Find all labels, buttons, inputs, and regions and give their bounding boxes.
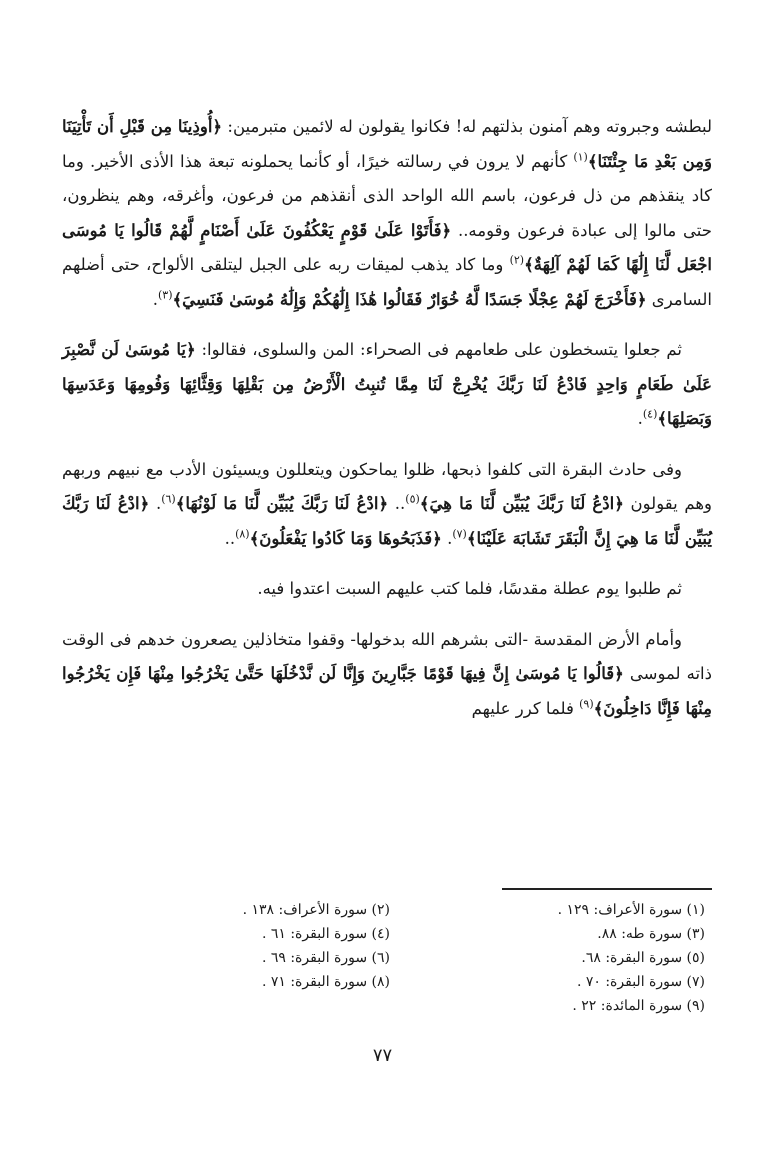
quran-verse: ﴿ادْعُ لَنَا رَبَّكَ يُبَيِّن لَّنَا مَا لَوْنُهَا﴾ (175, 494, 389, 513)
footnote-ref: (١) (573, 150, 588, 163)
footnote-divider (502, 888, 712, 890)
footnotes (105, 898, 705, 1018)
footnote-9: (٩) سورة المائدة: ٢٢ . (572, 998, 705, 1014)
body-text: لبطشه وجبروته وهم آمنون بذلتهم له! فكانوا يقولون له لائمين متبرمين: (222, 117, 713, 136)
quran-verse: ﴿فَذَبَحُوهَا وَمَا كَادُوا يَفْعَلُونَ﴾ (249, 528, 442, 548)
body-text: . (637, 409, 643, 428)
footnote-1: (١) سورة الأعراف: ١٢٩ . (557, 902, 705, 918)
body-text: كأنهم لا يرون في رسالته خيرًا، أو كأنما يحملونه تبعة هذا الأذى الأخير. وما كاد ينقذهم من ذل فرعون، باسم الله الواحد الذى أنقذهم من فرعون، وأغرقه، وهم ينظرون، حتى مالوا إلى عبادة فرعون وقومه.. (62, 151, 712, 240)
paragraph-4 (62, 572, 712, 607)
footnote-6: (٦) سورة البقرة: ٦٩ . (261, 950, 390, 966)
footnote-2: (٢) سورة الأعراف: ١٣٨ . (242, 902, 390, 918)
body-text: وما كاد يذهب لميقات ربه على الجبل ليتلقى الألواح، حتى أضلهم السامرى (62, 255, 712, 309)
body-text: . (152, 289, 158, 309)
body-text: وأمام الأرض المقدسة -التى بشرهم الله بدخولها- وقفوا متخاذلين يصعرون خدهم فى الوقت ذاته لموسى (62, 629, 712, 683)
footnote-ref: (٥) (405, 492, 420, 506)
footnote-8: (٨) سورة البقرة: ٧١ . (261, 974, 390, 990)
quran-verse: ﴿ادْعُ لَنَا رَبَّكَ يُبَيِّن لَّنَا مَا هِيَ﴾ (419, 494, 624, 513)
page-body (62, 110, 712, 742)
quran-verse: ﴿أُوذِينَا مِن قَبْلِ أَن تَأْتِيَنَا وَمِن بَعْدِ مَا جِئْتَنَا﴾ (62, 117, 712, 171)
paragraph-1 (62, 110, 712, 317)
footnote-7: (٧) سورة البقرة: ٧٠ . (576, 974, 705, 990)
footnote-ref: (٧) (452, 527, 467, 540)
body-text: فلما كرر عليهم (471, 698, 580, 718)
page-number: ٧٧ (372, 1045, 393, 1066)
quran-verse: ﴿يَا مُوسَىٰ لَن نَّصْبِرَ عَلَىٰ طَعَامٍ وَاحِدٍ فَادْعُ لَنَا رَبَّكَ يُخْرِجْ لَنَا مِمَّا تُنبِتُ الْأَرْضُ مِن بَقْلِهَا وَقِثَّائِهَا وَفُومِهَا وَعَدَسِهَا وَبَصَلِهَا﴾ (62, 340, 712, 428)
footnote-ref: (٦) (161, 492, 176, 506)
quran-verse: ﴿فَأَخْرَجَ لَهُمْ عِجْلًا جَسَدًا لَّهُ خُوَارٌ فَقَالُوا هَٰذَا إِلَٰهُكُمْ وَإِلَٰهُ مُوسَىٰ فَنَسِيَ﴾ (172, 289, 647, 309)
paragraph-3 (62, 453, 712, 557)
quran-verse: ﴿قَالُوا يَا مُوسَىٰ إِنَّ فِيهَا قَوْمًا جَبَّارِينَ وَإِنَّا لَن نَّدْخُلَهَا حَتَّىٰ يَخْرُجُوا مِنْهَا فَإِن يَخْرُجُوا مِنْهَا فَإِنَّا دَاخِلُونَ﴾ (62, 664, 712, 718)
footnote-ref: (٤) (642, 407, 658, 421)
quran-verse: ﴿ادْعُ لَنَا رَبَّكَ يُبَيِّن لَّنَا مَا هِيَ إِنَّ الْبَقَرَ تَشَابَهَ عَلَيْنَا﴾ (62, 494, 712, 548)
body-text: .. (224, 528, 236, 548)
footnote-4: (٤) سورة البقرة: ٦١ . (261, 926, 390, 942)
footnote-5: (٥) سورة البقرة: ٦٨. (581, 950, 705, 966)
footnote-ref: (٩) (579, 697, 594, 710)
body-text: .. (388, 494, 406, 513)
body-text: . (441, 528, 453, 548)
footnote-ref: (٨) (235, 527, 250, 540)
quran-verse: ﴿فَأَتَوْا عَلَىٰ قَوْمٍ يَعْكُفُونَ عَلَىٰ أَصْنَامٍ لَّهُمْ قَالُوا يَا مُوسَى اجْعَل لَّنَا إِلَٰهًا كَمَا لَهُمْ آلِهَةٌ﴾ (62, 220, 712, 274)
footnote-3: (٣) سورة طه: ٨٨. (597, 926, 705, 942)
paragraph-2 (62, 333, 712, 437)
body-text: ثم طلبوا يوم عطلة مقدسًا، فلما كتب عليهم السبت اعتدوا فيه. (257, 579, 682, 598)
body-text: ثم جعلوا يتسخطون على طعامهم فى الصحراء: المن والسلوى، فقالوا: (195, 340, 682, 359)
body-text: . (149, 494, 162, 513)
paragraph-5 (62, 623, 712, 727)
footnote-ref: (٢) (509, 253, 525, 267)
footnote-ref: (٣) (157, 288, 173, 301)
body-text: وفى حادث البقرة التى كلفوا ذبحها، ظلوا يماحكون ويتعللون ويسيئون الأدب مع نبيهم وربهم وهم يقولون (62, 459, 712, 513)
